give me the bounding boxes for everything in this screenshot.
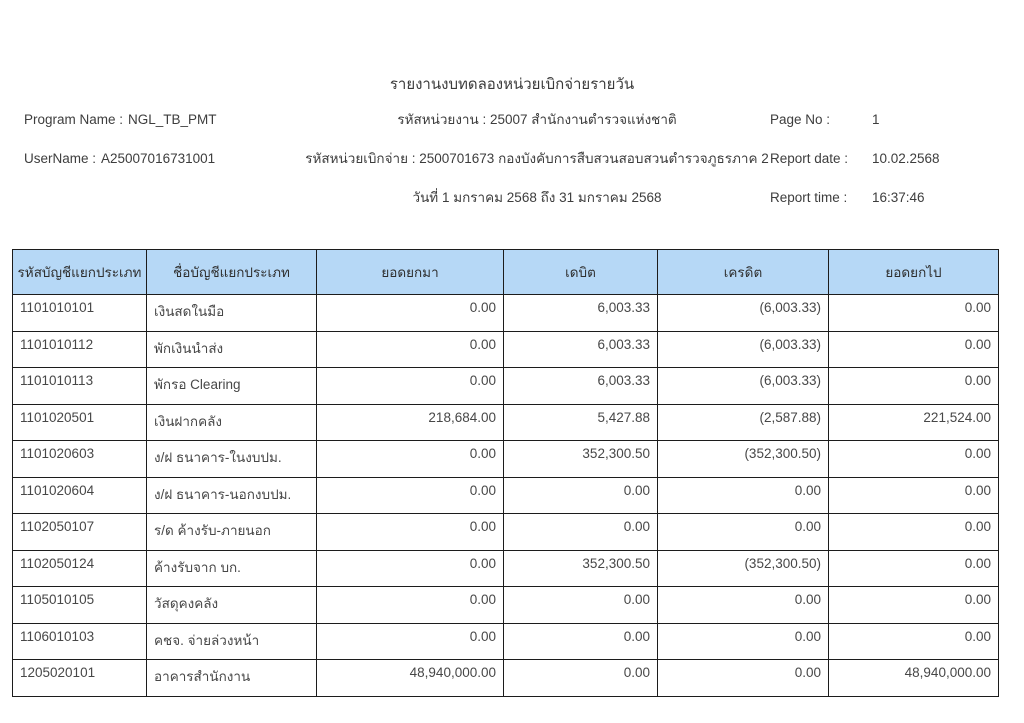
cell-account-name: อาคารสำนักงาน <box>147 660 317 697</box>
cell-debit: 0.00 <box>504 477 658 514</box>
cell-account-name: พักรอ Clearing <box>147 368 317 405</box>
disbursing-unit-line: รหัสหน่วยเบิกจ่าย : 2500701673 กองบังคับการสืบสวนสอบสวนตำรวจภูธรภาค 2 <box>305 151 769 166</box>
cell-closing-balance: 0.00 <box>829 587 999 624</box>
column-header: เดบิต <box>504 250 658 295</box>
cell-account-code: 1102050107 <box>13 514 147 551</box>
cell-opening-balance: 0.00 <box>317 295 504 332</box>
cell-credit: 0.00 <box>658 587 829 624</box>
cell-account-name: พักเงินนำส่ง <box>147 331 317 368</box>
cell-account-code: 1105010105 <box>13 587 147 624</box>
cell-closing-balance: 221,524.00 <box>829 404 999 441</box>
agency-code-line: รหัสหน่วยงาน : 25007 สำนักงานตำรวจแห่งชาติ <box>397 112 677 127</box>
cell-debit: 5,427.88 <box>504 404 658 441</box>
column-header: เครดิต <box>658 250 829 295</box>
cell-account-code: 1102050124 <box>13 550 147 587</box>
table-header-row <box>13 250 999 295</box>
table-row <box>13 441 999 478</box>
cell-account-name: เงินฝากคลัง <box>147 404 317 441</box>
report-time-line <box>770 188 1012 227</box>
cell-opening-balance: 0.00 <box>317 550 504 587</box>
cell-account-code: 1106010103 <box>13 623 147 660</box>
report-date-value: 10.02.2568 <box>872 151 940 166</box>
cell-account-name: ค้างรับจาก บก. <box>147 550 317 587</box>
cell-opening-balance: 0.00 <box>317 368 504 405</box>
cell-opening-balance: 0.00 <box>317 587 504 624</box>
page-no-line <box>770 110 1012 149</box>
cell-opening-balance: 0.00 <box>317 441 504 478</box>
cell-debit: 6,003.33 <box>504 331 658 368</box>
cell-closing-balance: 0.00 <box>829 295 999 332</box>
table-row <box>13 331 999 368</box>
cell-closing-balance: 0.00 <box>829 514 999 551</box>
cell-credit: 0.00 <box>658 623 829 660</box>
username-value: A25007016731001 <box>101 151 216 166</box>
meta-spacer <box>24 188 304 227</box>
cell-account-code: 1101020501 <box>13 404 147 441</box>
table-row <box>13 550 999 587</box>
cell-closing-balance: 0.00 <box>829 441 999 478</box>
cell-account-name: เงินสดในมือ <box>147 295 317 332</box>
cell-credit: (6,003.33) <box>658 331 829 368</box>
cell-debit: 352,300.50 <box>504 550 658 587</box>
table-row <box>13 587 999 624</box>
report-title: รายงานงบทดลองหน่วยเบิกจ่ายรายวัน <box>389 76 635 93</box>
cell-opening-balance: 0.00 <box>317 623 504 660</box>
cell-opening-balance: 48,940,000.00 <box>317 660 504 697</box>
cell-account-code: 1101010112 <box>13 331 147 368</box>
cell-credit: 0.00 <box>658 660 829 697</box>
program-name-label: Program Name : <box>24 112 124 127</box>
table-row <box>13 295 999 332</box>
cell-credit: (6,003.33) <box>658 295 829 332</box>
cell-account-name: ง/ฝ ธนาคาร-นอกงบปม. <box>147 477 317 514</box>
cell-debit: 6,003.33 <box>504 295 658 332</box>
table-row <box>13 623 999 660</box>
cell-account-name: ง/ฝ ธนาคาร-ในงบปม. <box>147 441 317 478</box>
cell-opening-balance: 0.00 <box>317 514 504 551</box>
cell-account-code: 1101010113 <box>13 368 147 405</box>
cell-closing-balance: 0.00 <box>829 331 999 368</box>
cell-credit: (352,300.50) <box>658 441 829 478</box>
cell-opening-balance: 0.00 <box>317 477 504 514</box>
cell-debit: 0.00 <box>504 623 658 660</box>
program-name-value: NGL_TB_PMT <box>128 112 217 127</box>
cell-account-code: 1205020101 <box>13 660 147 697</box>
cell-credit: (6,003.33) <box>658 368 829 405</box>
report-date-label: Report date : <box>770 151 849 166</box>
report-time-value: 16:37:46 <box>872 190 925 205</box>
table-row <box>13 660 999 697</box>
table-body <box>13 295 999 697</box>
cell-credit: 0.00 <box>658 477 829 514</box>
cell-debit: 0.00 <box>504 514 658 551</box>
table-row <box>13 477 999 514</box>
cell-closing-balance: 0.00 <box>829 550 999 587</box>
cell-closing-balance: 0.00 <box>829 368 999 405</box>
cell-account-code: 1101010101 <box>13 295 147 332</box>
table-row <box>13 514 999 551</box>
program-name-line <box>24 110 304 149</box>
report-meta <box>24 110 1012 227</box>
cell-debit: 6,003.33 <box>504 368 658 405</box>
cell-account-name: วัสดุคงคลัง <box>147 587 317 624</box>
report-date-line <box>770 149 1012 188</box>
cell-closing-balance: 48,940,000.00 <box>829 660 999 697</box>
table-row <box>13 368 999 405</box>
column-header: ยอดยกไป <box>829 250 999 295</box>
cell-credit: 0.00 <box>658 514 829 551</box>
cell-debit: 352,300.50 <box>504 441 658 478</box>
cell-account-code: 1101020604 <box>13 477 147 514</box>
date-range-line: วันที่ 1 มกราคม 2568 ถึง 31 มกราคม 2568 <box>412 190 662 205</box>
table-row <box>13 404 999 441</box>
cell-account-name: ร/ด ค้างรับ-ภายนอก <box>147 514 317 551</box>
cell-opening-balance: 218,684.00 <box>317 404 504 441</box>
page-no-value: 1 <box>872 112 880 127</box>
username-line <box>24 149 304 188</box>
cell-credit: (2,587.88) <box>658 404 829 441</box>
cell-opening-balance: 0.00 <box>317 331 504 368</box>
cell-debit: 0.00 <box>504 660 658 697</box>
trial-balance-table <box>12 249 999 697</box>
cell-account-name: คชจ. จ่ายล่วงหน้า <box>147 623 317 660</box>
column-header: รหัสบัญชีแยกประเภท <box>13 250 147 295</box>
cell-closing-balance: 0.00 <box>829 623 999 660</box>
cell-credit: (352,300.50) <box>658 550 829 587</box>
page-no-label: Page No : <box>770 112 831 127</box>
column-header: ชื่อบัญชีแยกประเภท <box>147 250 317 295</box>
cell-debit: 0.00 <box>504 587 658 624</box>
cell-account-code: 1101020603 <box>13 441 147 478</box>
cell-closing-balance: 0.00 <box>829 477 999 514</box>
username-label: UserName : <box>24 151 97 166</box>
table-header <box>13 250 999 295</box>
column-header: ยอดยกมา <box>317 250 504 295</box>
report-time-label: Report time : <box>770 190 848 205</box>
